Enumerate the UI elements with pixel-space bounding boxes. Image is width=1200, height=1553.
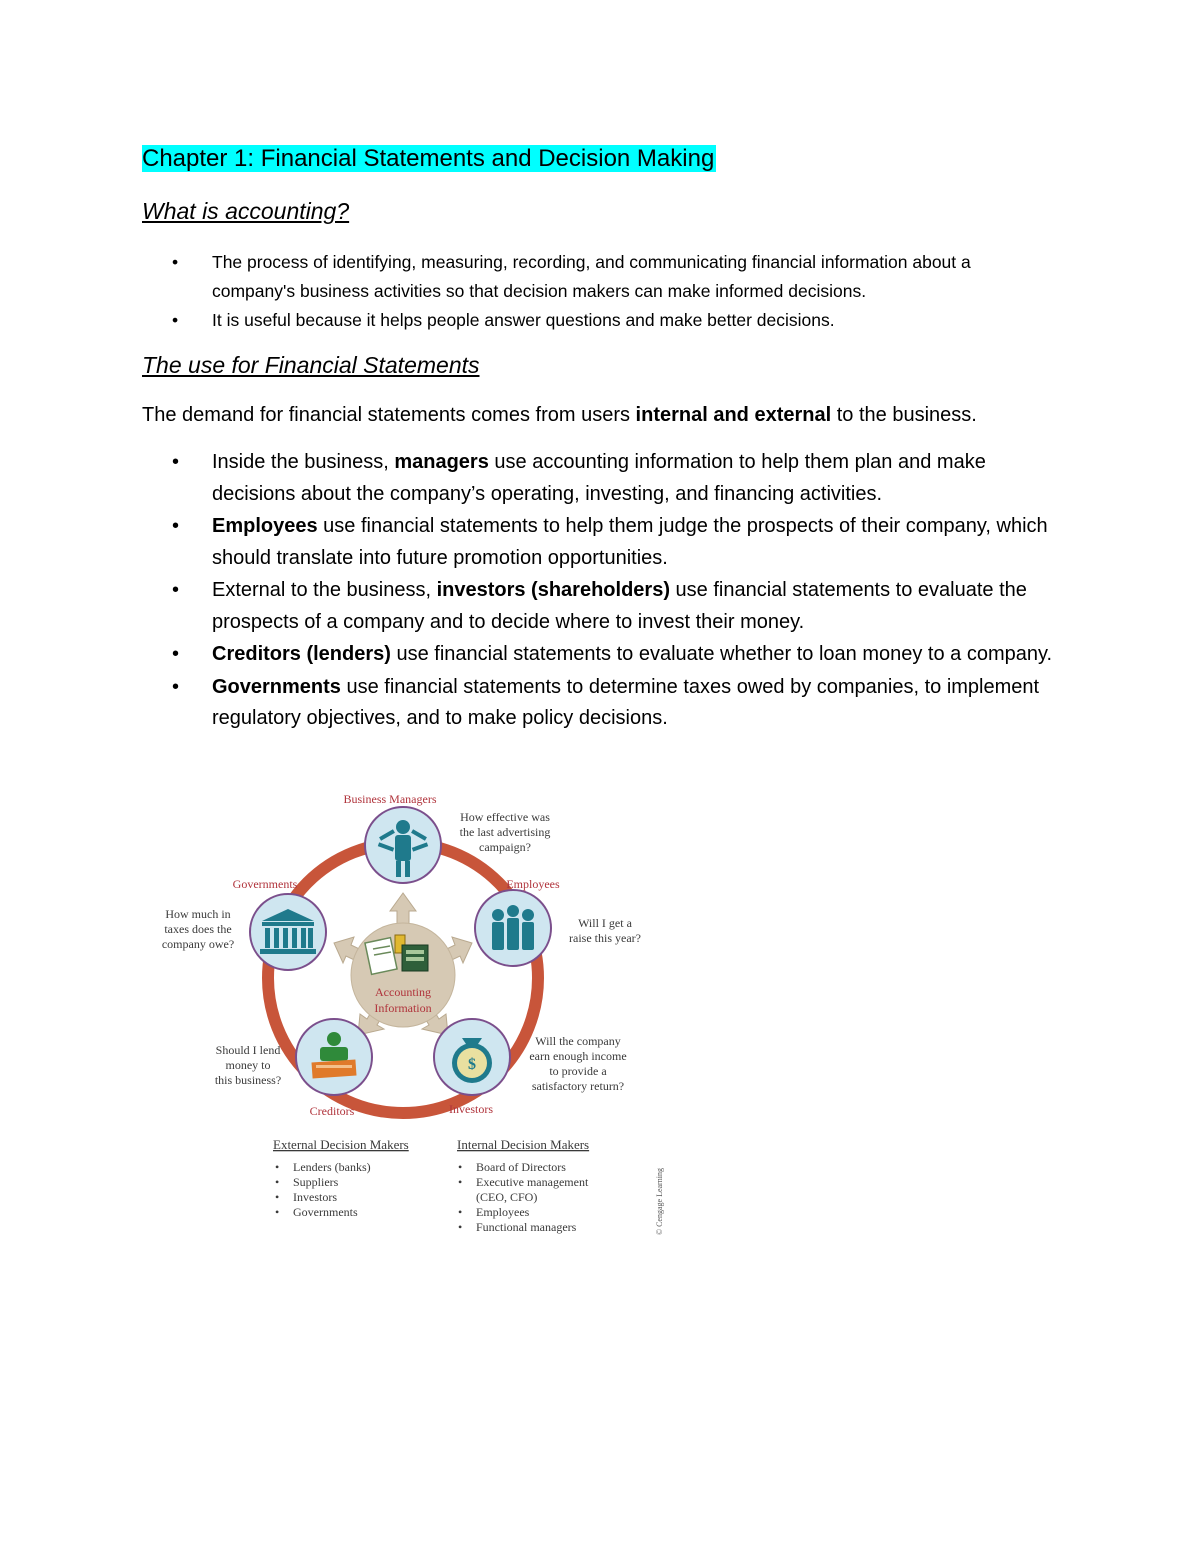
- svg-text:$: $: [468, 1056, 476, 1073]
- internal-item: Executive management: [476, 1175, 589, 1189]
- list-item: • The process of identifying, measuring, recording, and communicating financial information about a company's business activities so that decision makers can make informed decisions.: [142, 248, 1042, 305]
- section-heading-what-is-accounting: What is accounting?: [142, 198, 350, 224]
- list-item-creditors: [142, 639, 1072, 671]
- intro-paragraph: [142, 400, 977, 430]
- intro-text-end: to the business.: [831, 404, 977, 426]
- center-label-line1: Accounting: [375, 985, 431, 999]
- employees-question-1: Will I get a: [578, 916, 632, 930]
- list-item-bold: Creditors (lenders): [212, 643, 391, 665]
- employees-icon: [492, 905, 534, 950]
- governments-question-2: taxes does the: [164, 922, 232, 936]
- list-item-text: use financial statements to evaluate whether to loan money to a company.: [390, 643, 1053, 665]
- list-item-governments: [142, 672, 1072, 735]
- list-item-managers: [142, 447, 1072, 510]
- intro-text-start: The demand for financial statements comes from users: [142, 404, 636, 426]
- governments-label: Governments: [232, 877, 298, 891]
- creditors-question-2: money to: [225, 1058, 271, 1072]
- list-item: • It is useful because it helps people answer questions and make better decisions.: [142, 306, 1042, 335]
- creditors-question-1: Should I lend: [215, 1043, 281, 1057]
- bullet-icon: •: [458, 1205, 463, 1219]
- external-item: Lenders (banks): [293, 1160, 371, 1174]
- list-item-investors: [142, 575, 1072, 638]
- investors-question-1: Will the company: [535, 1034, 621, 1048]
- section-heading-financial-statements: The use for Financial Statements: [142, 352, 480, 378]
- business-managers-question-1: How effective was: [460, 810, 550, 824]
- investors-question-4: satisfactory return?: [531, 1079, 625, 1093]
- intro-text-bold: internal and external: [635, 404, 832, 426]
- list-item-text: use financial statements to evaluate the prospects of a company and to decide where to invest their money.: [212, 579, 1027, 633]
- list-item-bold: investors (shareholders): [436, 579, 670, 601]
- accounting-definition-list: [142, 248, 1042, 336]
- bullet-icon: •: [458, 1220, 463, 1234]
- creditors-label: Creditors: [309, 1104, 355, 1118]
- internal-decision-makers-heading: Internal Decision Makers: [457, 1137, 590, 1152]
- bullet-icon: •: [275, 1205, 280, 1219]
- bullet-icon: •: [275, 1175, 280, 1189]
- list-item-bold: Governments: [212, 675, 341, 698]
- list-item-text: Inside the business,: [212, 451, 395, 473]
- list-item-bold: managers: [394, 451, 489, 473]
- investors-question-3: to provide a: [549, 1064, 607, 1078]
- external-decision-makers-heading: External Decision Makers: [273, 1137, 409, 1152]
- business-managers-question-3: campaign?: [479, 840, 531, 854]
- bullet-icon: •: [458, 1160, 463, 1174]
- external-item: Suppliers: [293, 1175, 339, 1189]
- bullet-icon: •: [458, 1175, 463, 1189]
- employees-label: Employees: [506, 877, 560, 891]
- center-label-line2: Information: [374, 1001, 432, 1015]
- external-item: Investors: [293, 1190, 337, 1204]
- list-item-text: use accounting information to help them plan and make decisions about the company’s operating, investing, and financing activities.: [212, 451, 986, 505]
- creditors-question-3: this business?: [214, 1073, 282, 1087]
- list-item-employees: [142, 511, 1072, 574]
- employees-question-2: raise this year?: [569, 931, 641, 945]
- chapter-title-text: Chapter 1: Financial Statements and Decision Making: [142, 145, 715, 172]
- investors-question-2: earn enough income: [529, 1049, 627, 1063]
- internal-item: (CEO, CFO): [476, 1190, 538, 1204]
- internal-item: Employees: [476, 1205, 530, 1219]
- business-managers-label: Business Managers: [343, 792, 437, 806]
- financial-statement-users-list: [142, 447, 1072, 736]
- internal-item: Board of Directors: [476, 1160, 566, 1174]
- list-item-text: use financial statements to help them judge the prospects of their company, which should translate into future promotion opportunities.: [212, 515, 1048, 569]
- investors-label: Investors: [449, 1102, 493, 1116]
- list-item-text: use financial statements to determine taxes owed by companies, to implement regulatory objectives, and to make policy decisions.: [212, 675, 1040, 729]
- bullet-icon: •: [275, 1190, 280, 1204]
- decision-makers-diagram: [150, 785, 670, 1245]
- diagram-svg: [150, 785, 670, 1245]
- business-managers-question-2: the last advertising: [459, 825, 551, 839]
- chapter-title: [142, 142, 716, 176]
- external-item: Governments: [293, 1205, 358, 1219]
- bullet-icon: •: [275, 1160, 280, 1174]
- internal-item: Functional managers: [476, 1220, 577, 1234]
- governments-question-3: company owe?: [161, 937, 235, 951]
- list-item-text: External to the business,: [212, 579, 437, 601]
- list-item-bold: Employees: [212, 515, 318, 537]
- governments-question-1: How much in: [165, 907, 231, 921]
- copyright-credit: © Cengage Learning: [655, 1168, 664, 1235]
